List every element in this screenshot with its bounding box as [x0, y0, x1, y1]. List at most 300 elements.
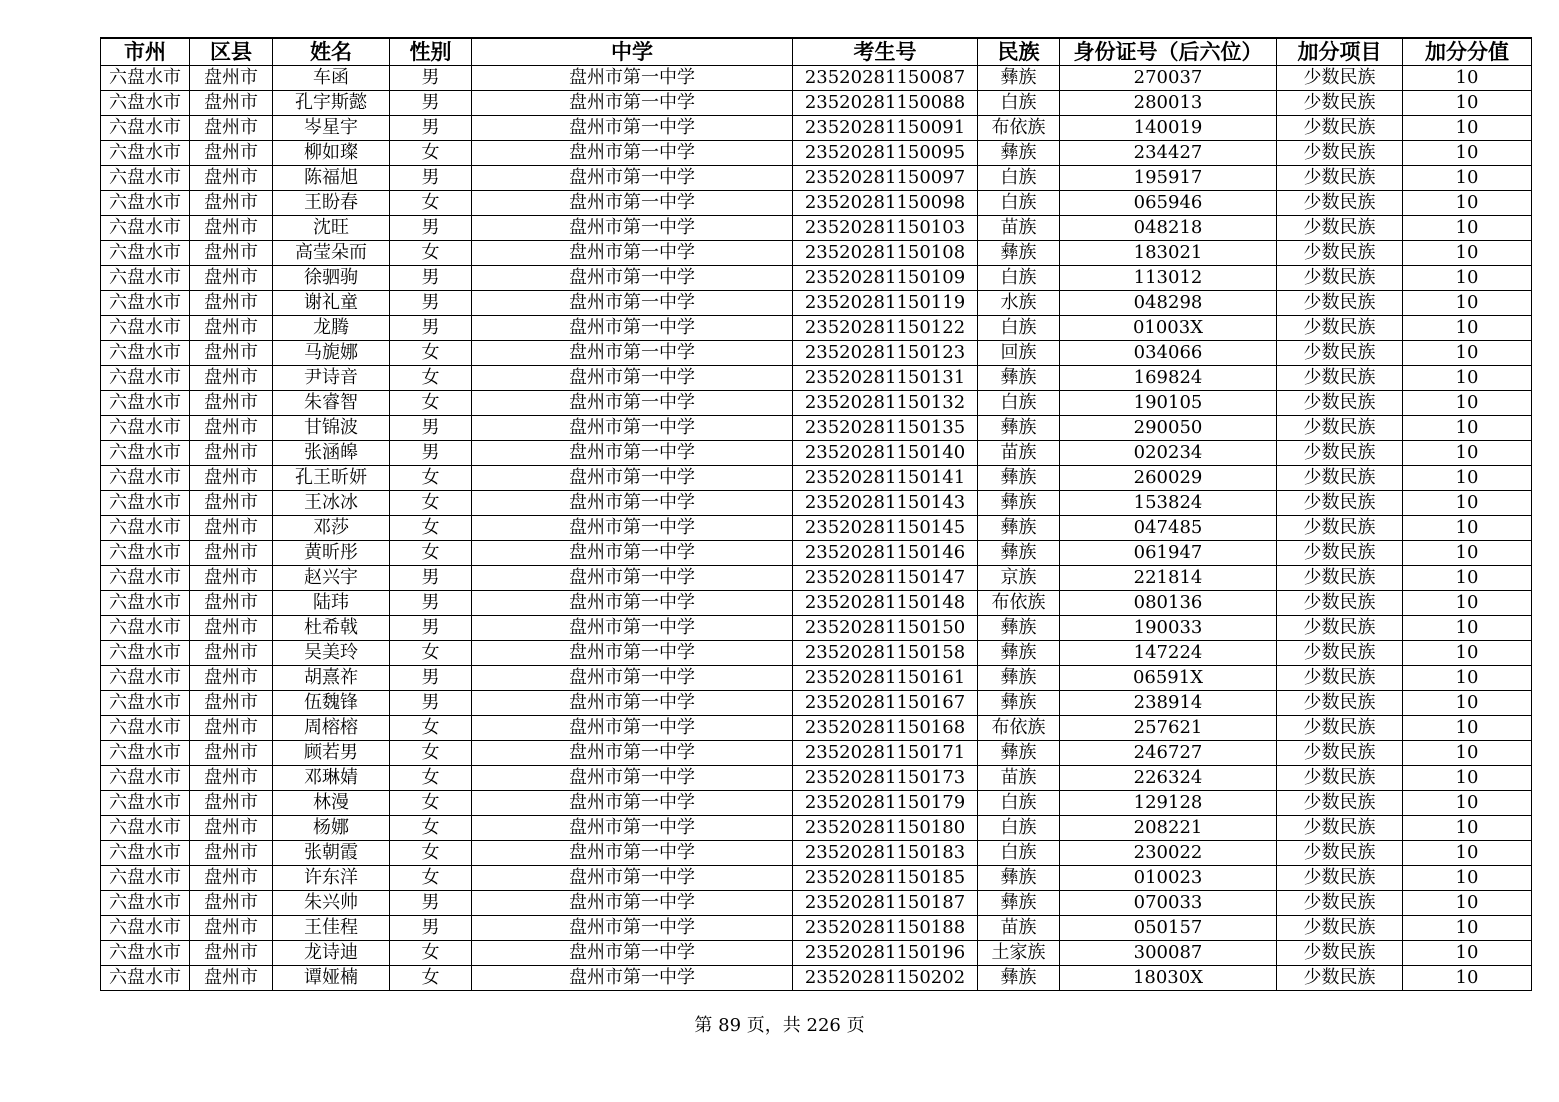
- cell-exam-number: 23520281150095: [793, 141, 978, 166]
- cell-ethnicity: 白族: [978, 191, 1060, 216]
- cell-county: 盘州市: [190, 716, 273, 741]
- cell-name: 赵兴宇: [273, 566, 390, 591]
- cell-exam-number: 23520281150171: [793, 741, 978, 766]
- cell-name: 伍魏锋: [273, 691, 390, 716]
- cell-county: 盘州市: [190, 641, 273, 666]
- cell-county: 盘州市: [190, 541, 273, 566]
- cell-city: 六盘水市: [101, 791, 190, 816]
- cell-exam-number: 23520281150119: [793, 291, 978, 316]
- cell-school: 盘州市第一中学: [472, 491, 793, 516]
- cell-school: 盘州市第一中学: [472, 141, 793, 166]
- cell-exam-number: 23520281150122: [793, 316, 978, 341]
- cell-name: 许东洋: [273, 866, 390, 891]
- cell-county: 盘州市: [190, 916, 273, 941]
- table-row: [101, 241, 1532, 266]
- cell-bonus-points: 10: [1403, 391, 1532, 416]
- cell-ethnicity: 白族: [978, 816, 1060, 841]
- cell-school: 盘州市第一中学: [472, 91, 793, 116]
- table-row: [101, 141, 1532, 166]
- cell-bonus-item: 少数民族: [1277, 391, 1403, 416]
- cell-gender: 女: [390, 766, 472, 791]
- cell-bonus-item: 少数民族: [1277, 441, 1403, 466]
- cell-bonus-points: 10: [1403, 566, 1532, 591]
- cell-ethnicity: 苗族: [978, 916, 1060, 941]
- cell-bonus-points: 10: [1403, 591, 1532, 616]
- cell-city: 六盘水市: [101, 916, 190, 941]
- cell-city: 六盘水市: [101, 841, 190, 866]
- cell-name: 车函: [273, 66, 390, 91]
- cell-ethnicity: 土家族: [978, 941, 1060, 966]
- header-exam-number: 考生号: [793, 38, 978, 66]
- cell-bonus-points: 10: [1403, 66, 1532, 91]
- cell-name: 顾若男: [273, 741, 390, 766]
- cell-id-suffix: 140019: [1060, 116, 1277, 141]
- cell-id-suffix: 257621: [1060, 716, 1277, 741]
- cell-ethnicity: 苗族: [978, 216, 1060, 241]
- table-row: [101, 266, 1532, 291]
- cell-ethnicity: 彝族: [978, 491, 1060, 516]
- cell-exam-number: 23520281150158: [793, 641, 978, 666]
- cell-name: 谢礼童: [273, 291, 390, 316]
- cell-id-suffix: 260029: [1060, 466, 1277, 491]
- cell-ethnicity: 彝族: [978, 466, 1060, 491]
- cell-ethnicity: 白族: [978, 316, 1060, 341]
- table-header-row: [101, 38, 1532, 66]
- cell-school: 盘州市第一中学: [472, 516, 793, 541]
- header-bonus-points: 加分分值: [1403, 38, 1532, 66]
- cell-exam-number: 23520281150148: [793, 591, 978, 616]
- cell-bonus-item: 少数民族: [1277, 766, 1403, 791]
- cell-name: 马旎娜: [273, 341, 390, 366]
- header-ethnicity: 民族: [978, 38, 1060, 66]
- cell-bonus-points: 10: [1403, 116, 1532, 141]
- cell-name: 张朝霞: [273, 841, 390, 866]
- cell-county: 盘州市: [190, 816, 273, 841]
- cell-bonus-item: 少数民族: [1277, 791, 1403, 816]
- cell-ethnicity: 白族: [978, 391, 1060, 416]
- cell-school: 盘州市第一中学: [472, 66, 793, 91]
- cell-school: 盘州市第一中学: [472, 541, 793, 566]
- cell-bonus-points: 10: [1403, 141, 1532, 166]
- table-row: [101, 816, 1532, 841]
- cell-city: 六盘水市: [101, 191, 190, 216]
- cell-gender: 男: [390, 441, 472, 466]
- cell-id-suffix: 190033: [1060, 616, 1277, 641]
- cell-city: 六盘水市: [101, 366, 190, 391]
- cell-city: 六盘水市: [101, 391, 190, 416]
- header-gender: 性别: [390, 38, 472, 66]
- cell-bonus-item: 少数民族: [1277, 66, 1403, 91]
- cell-bonus-item: 少数民族: [1277, 891, 1403, 916]
- cell-bonus-item: 少数民族: [1277, 291, 1403, 316]
- cell-name: 孔王昕妍: [273, 466, 390, 491]
- cell-ethnicity: 彝族: [978, 691, 1060, 716]
- cell-id-suffix: 047485: [1060, 516, 1277, 541]
- cell-city: 六盘水市: [101, 941, 190, 966]
- cell-id-suffix: 190105: [1060, 391, 1277, 416]
- cell-bonus-points: 10: [1403, 866, 1532, 891]
- cell-name: 柳如璨: [273, 141, 390, 166]
- cell-bonus-item: 少数民族: [1277, 191, 1403, 216]
- cell-school: 盘州市第一中学: [472, 416, 793, 441]
- cell-gender: 男: [390, 316, 472, 341]
- cell-bonus-points: 10: [1403, 816, 1532, 841]
- cell-county: 盘州市: [190, 241, 273, 266]
- cell-bonus-item: 少数民族: [1277, 366, 1403, 391]
- cell-county: 盘州市: [190, 216, 273, 241]
- cell-bonus-item: 少数民族: [1277, 416, 1403, 441]
- cell-ethnicity: 彝族: [978, 66, 1060, 91]
- header-city: 市州: [101, 38, 190, 66]
- table-row: [101, 441, 1532, 466]
- cell-name: 邓琳婧: [273, 766, 390, 791]
- cell-id-suffix: 280013: [1060, 91, 1277, 116]
- cell-exam-number: 23520281150188: [793, 916, 978, 941]
- cell-county: 盘州市: [190, 191, 273, 216]
- cell-county: 盘州市: [190, 666, 273, 691]
- cell-bonus-item: 少数民族: [1277, 141, 1403, 166]
- cell-ethnicity: 彝族: [978, 616, 1060, 641]
- cell-gender: 男: [390, 116, 472, 141]
- cell-exam-number: 23520281150091: [793, 116, 978, 141]
- cell-id-suffix: 234427: [1060, 141, 1277, 166]
- cell-city: 六盘水市: [101, 616, 190, 641]
- table-row: [101, 366, 1532, 391]
- table-row: [101, 741, 1532, 766]
- cell-bonus-item: 少数民族: [1277, 916, 1403, 941]
- cell-ethnicity: 彝族: [978, 141, 1060, 166]
- cell-bonus-points: 10: [1403, 266, 1532, 291]
- cell-ethnicity: 布依族: [978, 716, 1060, 741]
- cell-gender: 女: [390, 866, 472, 891]
- table-row: [101, 291, 1532, 316]
- cell-city: 六盘水市: [101, 141, 190, 166]
- table-row: [101, 941, 1532, 966]
- table-row: [101, 966, 1532, 991]
- table-row: [101, 216, 1532, 241]
- cell-id-suffix: 290050: [1060, 416, 1277, 441]
- header-name: 姓名: [273, 38, 390, 66]
- cell-gender: 女: [390, 641, 472, 666]
- table-row: [101, 766, 1532, 791]
- cell-name: 黄昕彤: [273, 541, 390, 566]
- cell-bonus-points: 10: [1403, 516, 1532, 541]
- cell-name: 王盼春: [273, 191, 390, 216]
- cell-county: 盘州市: [190, 941, 273, 966]
- cell-city: 六盘水市: [101, 116, 190, 141]
- table-row: [101, 91, 1532, 116]
- cell-id-suffix: 061947: [1060, 541, 1277, 566]
- table-row: [101, 616, 1532, 641]
- cell-school: 盘州市第一中学: [472, 391, 793, 416]
- cell-ethnicity: 彝族: [978, 666, 1060, 691]
- header-county: 区县: [190, 38, 273, 66]
- cell-exam-number: 23520281150150: [793, 616, 978, 641]
- cell-ethnicity: 彝族: [978, 891, 1060, 916]
- cell-exam-number: 23520281150123: [793, 341, 978, 366]
- cell-bonus-item: 少数民族: [1277, 541, 1403, 566]
- cell-exam-number: 23520281150103: [793, 216, 978, 241]
- cell-bonus-points: 10: [1403, 166, 1532, 191]
- cell-bonus-points: 10: [1403, 691, 1532, 716]
- cell-gender: 女: [390, 966, 472, 991]
- cell-school: 盘州市第一中学: [472, 966, 793, 991]
- cell-gender: 女: [390, 491, 472, 516]
- cell-city: 六盘水市: [101, 266, 190, 291]
- cell-exam-number: 23520281150183: [793, 841, 978, 866]
- cell-county: 盘州市: [190, 591, 273, 616]
- cell-bonus-item: 少数民族: [1277, 941, 1403, 966]
- cell-gender: 女: [390, 816, 472, 841]
- cell-name: 岑星宇: [273, 116, 390, 141]
- cell-name: 王佳程: [273, 916, 390, 941]
- cell-bonus-item: 少数民族: [1277, 866, 1403, 891]
- cell-gender: 男: [390, 291, 472, 316]
- cell-gender: 女: [390, 466, 472, 491]
- cell-school: 盘州市第一中学: [472, 791, 793, 816]
- cell-id-suffix: 048298: [1060, 291, 1277, 316]
- cell-bonus-points: 10: [1403, 741, 1532, 766]
- table-row: [101, 841, 1532, 866]
- table-row: [101, 566, 1532, 591]
- cell-gender: 男: [390, 416, 472, 441]
- cell-id-suffix: 238914: [1060, 691, 1277, 716]
- cell-gender: 男: [390, 266, 472, 291]
- cell-name: 杜希戟: [273, 616, 390, 641]
- cell-id-suffix: 034066: [1060, 341, 1277, 366]
- table-row: [101, 666, 1532, 691]
- cell-id-suffix: 048218: [1060, 216, 1277, 241]
- cell-name: 尹诗音: [273, 366, 390, 391]
- cell-id-suffix: 080136: [1060, 591, 1277, 616]
- cell-ethnicity: 彝族: [978, 241, 1060, 266]
- cell-city: 六盘水市: [101, 91, 190, 116]
- cell-county: 盘州市: [190, 741, 273, 766]
- cell-gender: 男: [390, 616, 472, 641]
- cell-id-suffix: 070033: [1060, 891, 1277, 916]
- cell-exam-number: 23520281150141: [793, 466, 978, 491]
- cell-county: 盘州市: [190, 466, 273, 491]
- cell-city: 六盘水市: [101, 716, 190, 741]
- cell-id-suffix: 010023: [1060, 866, 1277, 891]
- cell-exam-number: 23520281150131: [793, 366, 978, 391]
- cell-ethnicity: 布依族: [978, 116, 1060, 141]
- table-row: [101, 891, 1532, 916]
- cell-city: 六盘水市: [101, 866, 190, 891]
- cell-exam-number: 23520281150140: [793, 441, 978, 466]
- data-table: [100, 37, 1532, 991]
- cell-city: 六盘水市: [101, 441, 190, 466]
- cell-school: 盘州市第一中学: [472, 816, 793, 841]
- cell-school: 盘州市第一中学: [472, 441, 793, 466]
- cell-city: 六盘水市: [101, 766, 190, 791]
- table-row: [101, 541, 1532, 566]
- cell-bonus-item: 少数民族: [1277, 591, 1403, 616]
- cell-county: 盘州市: [190, 91, 273, 116]
- cell-bonus-points: 10: [1403, 616, 1532, 641]
- table-row: [101, 691, 1532, 716]
- cell-gender: 女: [390, 841, 472, 866]
- cell-bonus-points: 10: [1403, 916, 1532, 941]
- cell-id-suffix: 221814: [1060, 566, 1277, 591]
- cell-gender: 男: [390, 591, 472, 616]
- cell-ethnicity: 苗族: [978, 441, 1060, 466]
- cell-school: 盘州市第一中学: [472, 116, 793, 141]
- cell-county: 盘州市: [190, 141, 273, 166]
- cell-name: 徐驷驹: [273, 266, 390, 291]
- cell-bonus-item: 少数民族: [1277, 266, 1403, 291]
- cell-county: 盘州市: [190, 291, 273, 316]
- cell-city: 六盘水市: [101, 291, 190, 316]
- cell-id-suffix: 230022: [1060, 841, 1277, 866]
- table-row: [101, 916, 1532, 941]
- cell-county: 盘州市: [190, 116, 273, 141]
- cell-bonus-item: 少数民族: [1277, 516, 1403, 541]
- cell-name: 陈福旭: [273, 166, 390, 191]
- cell-county: 盘州市: [190, 266, 273, 291]
- cell-gender: 男: [390, 691, 472, 716]
- cell-gender: 男: [390, 66, 472, 91]
- cell-city: 六盘水市: [101, 416, 190, 441]
- table-row: [101, 191, 1532, 216]
- cell-city: 六盘水市: [101, 66, 190, 91]
- table-row: [101, 66, 1532, 91]
- cell-school: 盘州市第一中学: [472, 291, 793, 316]
- cell-exam-number: 23520281150202: [793, 966, 978, 991]
- cell-city: 六盘水市: [101, 891, 190, 916]
- cell-id-suffix: 169824: [1060, 366, 1277, 391]
- cell-county: 盘州市: [190, 891, 273, 916]
- cell-exam-number: 23520281150145: [793, 516, 978, 541]
- cell-gender: 女: [390, 716, 472, 741]
- cell-city: 六盘水市: [101, 666, 190, 691]
- cell-county: 盘州市: [190, 766, 273, 791]
- cell-exam-number: 23520281150187: [793, 891, 978, 916]
- table-row: [101, 316, 1532, 341]
- cell-exam-number: 23520281150147: [793, 566, 978, 591]
- cell-gender: 男: [390, 216, 472, 241]
- cell-bonus-points: 10: [1403, 241, 1532, 266]
- cell-id-suffix: 129128: [1060, 791, 1277, 816]
- cell-gender: 女: [390, 541, 472, 566]
- cell-city: 六盘水市: [101, 691, 190, 716]
- cell-city: 六盘水市: [101, 741, 190, 766]
- cell-bonus-points: 10: [1403, 541, 1532, 566]
- cell-ethnicity: 彝族: [978, 966, 1060, 991]
- cell-exam-number: 23520281150161: [793, 666, 978, 691]
- cell-id-suffix: 246727: [1060, 741, 1277, 766]
- cell-bonus-points: 10: [1403, 891, 1532, 916]
- cell-bonus-points: 10: [1403, 216, 1532, 241]
- cell-bonus-points: 10: [1403, 966, 1532, 991]
- cell-exam-number: 23520281150180: [793, 816, 978, 841]
- cell-id-suffix: 300087: [1060, 941, 1277, 966]
- cell-school: 盘州市第一中学: [472, 216, 793, 241]
- cell-county: 盘州市: [190, 166, 273, 191]
- cell-bonus-points: 10: [1403, 316, 1532, 341]
- cell-school: 盘州市第一中学: [472, 266, 793, 291]
- cell-bonus-points: 10: [1403, 716, 1532, 741]
- cell-id-suffix: 06591X: [1060, 666, 1277, 691]
- cell-name: 谭娅楠: [273, 966, 390, 991]
- cell-gender: 女: [390, 366, 472, 391]
- cell-ethnicity: 彝族: [978, 416, 1060, 441]
- cell-city: 六盘水市: [101, 566, 190, 591]
- cell-name: 邓莎: [273, 516, 390, 541]
- cell-city: 六盘水市: [101, 316, 190, 341]
- cell-city: 六盘水市: [101, 341, 190, 366]
- table-row: [101, 416, 1532, 441]
- cell-city: 六盘水市: [101, 516, 190, 541]
- cell-bonus-points: 10: [1403, 441, 1532, 466]
- cell-school: 盘州市第一中学: [472, 766, 793, 791]
- cell-exam-number: 23520281150196: [793, 941, 978, 966]
- cell-city: 六盘水市: [101, 816, 190, 841]
- cell-school: 盘州市第一中学: [472, 616, 793, 641]
- cell-ethnicity: 白族: [978, 791, 1060, 816]
- cell-ethnicity: 彝族: [978, 516, 1060, 541]
- cell-id-suffix: 050157: [1060, 916, 1277, 941]
- cell-exam-number: 23520281150135: [793, 416, 978, 441]
- cell-name: 周榕榕: [273, 716, 390, 741]
- cell-name: 高莹朵而: [273, 241, 390, 266]
- cell-county: 盘州市: [190, 341, 273, 366]
- cell-exam-number: 23520281150146: [793, 541, 978, 566]
- page-number: 第 89 页，共 226 页: [694, 1015, 865, 1036]
- cell-school: 盘州市第一中学: [472, 641, 793, 666]
- cell-name: 朱兴帅: [273, 891, 390, 916]
- cell-ethnicity: 彝族: [978, 541, 1060, 566]
- cell-ethnicity: 布依族: [978, 591, 1060, 616]
- cell-ethnicity: 白族: [978, 841, 1060, 866]
- cell-school: 盘州市第一中学: [472, 891, 793, 916]
- cell-school: 盘州市第一中学: [472, 566, 793, 591]
- cell-name: 朱睿智: [273, 391, 390, 416]
- cell-school: 盘州市第一中学: [472, 166, 793, 191]
- cell-bonus-item: 少数民族: [1277, 316, 1403, 341]
- cell-id-suffix: 208221: [1060, 816, 1277, 841]
- cell-id-suffix: 147224: [1060, 641, 1277, 666]
- cell-county: 盘州市: [190, 966, 273, 991]
- header-bonus-item: 加分项目: [1277, 38, 1403, 66]
- cell-id-suffix: 01003X: [1060, 316, 1277, 341]
- cell-school: 盘州市第一中学: [472, 941, 793, 966]
- cell-bonus-item: 少数民族: [1277, 841, 1403, 866]
- cell-exam-number: 23520281150143: [793, 491, 978, 516]
- cell-county: 盘州市: [190, 566, 273, 591]
- cell-gender: 男: [390, 566, 472, 591]
- cell-city: 六盘水市: [101, 241, 190, 266]
- cell-bonus-item: 少数民族: [1277, 641, 1403, 666]
- cell-city: 六盘水市: [101, 966, 190, 991]
- cell-ethnicity: 白族: [978, 266, 1060, 291]
- cell-county: 盘州市: [190, 66, 273, 91]
- table-row: [101, 391, 1532, 416]
- cell-name: 张涵皞: [273, 441, 390, 466]
- cell-name: 甘锦波: [273, 416, 390, 441]
- cell-id-suffix: 065946: [1060, 191, 1277, 216]
- cell-name: 林漫: [273, 791, 390, 816]
- cell-name: 吴美玲: [273, 641, 390, 666]
- cell-county: 盘州市: [190, 691, 273, 716]
- cell-county: 盘州市: [190, 366, 273, 391]
- cell-exam-number: 23520281150087: [793, 66, 978, 91]
- cell-ethnicity: 彝族: [978, 366, 1060, 391]
- cell-exam-number: 23520281150098: [793, 191, 978, 216]
- table-row: [101, 791, 1532, 816]
- cell-bonus-points: 10: [1403, 491, 1532, 516]
- table-row: [101, 491, 1532, 516]
